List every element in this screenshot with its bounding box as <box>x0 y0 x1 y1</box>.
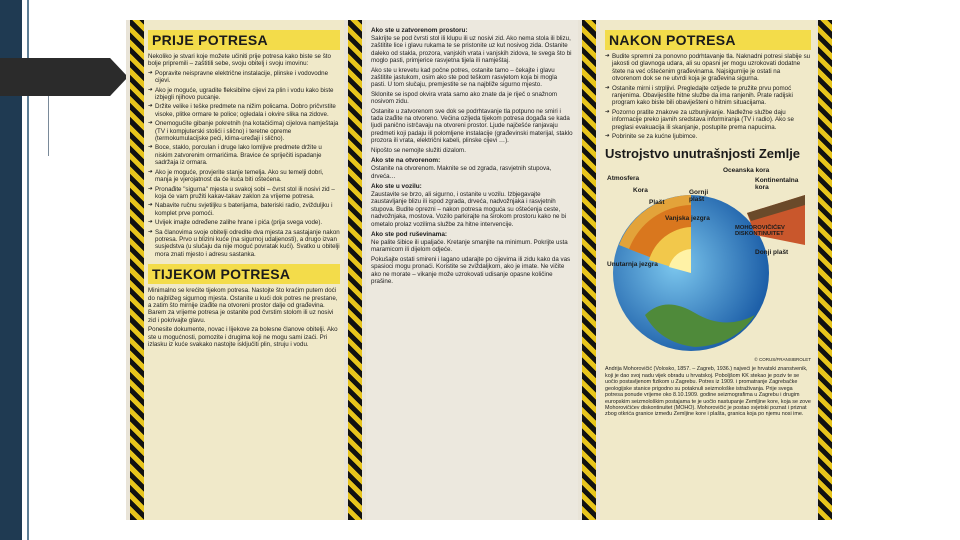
mohorovicic-bio: Andrija Mohorovičić (Volosko, 1857. – Zagreb, 1936.) najveći je hrvatski znanstvenik, koji je dao svoj nadu vijek obradu u hrvatskoj. Poboljšom KK stekao je poziv te se uočio postavljenom fizikom u Zagrebu. Potres iz 1909. i promatranje Zagrebačke geologijske stanice prigodno su potaknuli seizmološke istraživanja. Prije svega potresa ponude vrijeme oko 8.10.1909. godine seizmografima u Zagrebu i drugim europskim seizmološkim postajama te je uočio nastupanje Zemljine kore, koja se zove Mohorovičićev diskontinuitet (MOHO). Mohorovičić je postao svjetski poznat i priznat zbog otkrića granice između Zemljine kore i plašta, granica koja po njemu nosi ime. <box>605 366 811 418</box>
label-atmosphere: Atmosfera <box>607 175 640 183</box>
rubble-heading: Ako ste pod ruševinama: <box>371 230 447 238</box>
hazard-stripe <box>348 20 362 520</box>
list-item: ➔ Pobrinite se za kućne ljubimce. <box>605 133 811 140</box>
before-intro: Nekoliko je stvari koje možete učiniti prije potresa kako biste se što bolje pripremili – zaštitili sebe, svoju obitelj i svoju imovinu: <box>148 53 331 68</box>
list-item: ➔ Budite spremni za ponovno podrhtavanje tla. Naknadni potresi slabije su jakosti od glavnoga udara, ali su opasni jer mogu uzrokovati dodatne štete na već oštećenim građevinama. Najsigurnije je ostati na otvorenom dok se ne utvrdi koja je građevina sigurna. <box>605 53 811 83</box>
during-paragraph: Minimalno se krećite tijekom potresa. Nastojte što kraćim putem doći do najbližeg sigurnog mjesta. Ostanite u kući dok potres ne prestane, a zatim što mirnije izađite na otvoreni prostor dalje od građevina. Barem za vrijeme potresa je ostanite pod čvrstim stolom ili uz nosivi zid i pokrivajte glavu. <box>148 287 338 324</box>
list-item: ➔ Uvijek imajte određene zalihe hrane i pića (prija svega vode). <box>148 219 340 226</box>
column-after <box>600 20 816 520</box>
list-item: ➔ Nabavite ručnu svjetiljku s baterijama, bateriski radio, zvižduljku i komplet prve pomoći. <box>148 202 340 217</box>
label-mantle: Plašt <box>649 199 665 207</box>
column-during-situations <box>366 20 578 520</box>
list-item: ➔ Ako je moguće, ugradite fleksibilne cijevi za plin i vodu kako biste izbjegli njihovo pucanje. <box>148 87 340 102</box>
list-item: ➔ Onemogućite gibanje pokretnih (na kotačićima) cijelova namještaja (TV i kompjuterski stolići i slično) i teretne opreme (termokumulacijske peći, klima-uređaji i slično). <box>148 120 340 142</box>
rubble-paragraph: Pokušajte ostati smireni i lagano udarajte po cijevima ili zidu kako da vas spasioci mogu pronaći. Koristite se zviždaljkom, ako je imate. Ne vičite ako ne morate – vikanje može uzrokovati udisanje opasne količine prašine. <box>371 255 571 285</box>
label-outer-core: Vanjska jezgra <box>665 215 710 223</box>
hazard-stripe <box>818 20 832 520</box>
label-lower-mantle: Donji plašt <box>755 249 789 257</box>
label-upper-mantle: Gornji plašt <box>689 189 709 204</box>
vehicle-heading: Ako ste u vozilu: <box>371 182 422 190</box>
list-item: ➔ Sa članovima svoje obitelji odredite dva mjesta za sastajanje nakon potresa. Prvo u blizini kuće (na sigurnoj udaljenosti), a drugo izvan susjedstva (u slučaju da nije moguć povratak kući). Svatko u obitelji mora znati mjesto i adresu sastanka. <box>148 229 340 259</box>
during-paragraph: Ponesite dokumente, novac i lijekove za bolesne članove obitelji. Ako ste u mogućnosti, pomozite i drugima koji ne mogu sami izaći. Pri izlasku iz kuće svakako nastojte isključiti plin, struju i vodu. <box>148 326 338 348</box>
hazard-stripe <box>130 20 144 520</box>
outdoor-paragraph: Ostanite na otvorenom. Maknite se od zgrada, rasvjetnih stupova, drveća… <box>371 165 552 180</box>
label-inner-core: Unutarnja jezgra <box>607 261 658 269</box>
indoor-heading: Ako ste u zatvorenom prostoru: <box>371 27 468 34</box>
label-moho: MOHOROVIČIĆEV DISKONTINUITET <box>735 225 785 238</box>
list-item: ➔ Popravite neispravne električne instalacije, plinske i vodovodne cijevi. <box>148 70 340 85</box>
image-credit: © CORUS/FRANSIBROLET <box>754 357 811 363</box>
indoor-paragraph: Ako ste u krevetu kad počne potres, ostanite tamo – čekajte i glavu zaštitite jastukom, osim ako ste pod teškom rasvjetom koja bi mogla pasti. U tom slučaju, premjestite se na najbliže sigurno mjesto. <box>371 66 558 89</box>
label-oceanic-crust: Oceanska kora <box>723 167 770 175</box>
slide-arrow-tab <box>0 58 128 96</box>
label-continental-crust: Kontinentalna kora <box>755 177 799 192</box>
earth-diagram <box>605 165 811 355</box>
indoor-paragraph: Nipošto se nemojte služiti dizalom. <box>371 146 466 154</box>
list-item: ➔ Boce, staklo, porculan i druge lako lomljive predmete držite u niskim zatvorenim ormarićima. Bravice će spriječiti ispadanje sadržaja iz ormara. <box>148 144 340 166</box>
hazard-stripe <box>582 20 596 520</box>
list-item: ➔ Pronađite "sigurna" mjesta u svakoj sobi – čvrst stol ili nosivi zid – koja će vam pružiti kakav-takav zaklon za vrijeme potresa. <box>148 186 340 201</box>
earthquake-brochure <box>126 20 832 520</box>
column-before <box>144 20 344 520</box>
outdoor-heading: Ako ste na otvorenom: <box>371 157 441 165</box>
indoor-paragraph: Ostanite u zatvorenom sve dok se podrhtavanje tla potpuno ne smiri i tada izađite na otvoreno. Većina ozljeda tijekom potresa događa se kada ljudi panično istrčavaju na otvoreni prostor. Ljude najčešće ranjavaju predmeti koji padaju ili polomljene instalacije (građevinski materijal, staklo prozora ili vrata, električni kabeli, plinske cijevi …). <box>371 107 573 145</box>
during-title: TIJEKOM POTRESA <box>148 264 340 284</box>
after-list <box>605 53 811 140</box>
divider-line <box>48 96 49 156</box>
list-item: ➔ Držite velike i teške predmete na nižim policama. Dobro pričvrstite visoke, plitke ormare te police; ogledala i okvire slika na zidove. <box>148 103 340 118</box>
earth-structure-title: Ustrojstvo unutrašnjosti Zemlje <box>605 146 801 162</box>
indoor-paragraph: Sklonite se ispod okvira vrata samo ako znate da je riječ o snažnom nosivom zidu. <box>371 90 558 106</box>
indoor-paragraph: Sakrijte se pod čvrsti stol ili klupu ili uz nosivi zid. Ako nema stola ili blizu, zaštitite lice i glavu rukama te se pristonite uz kut nosivog zida. Ostanite daleko od stakla, prozora, vanjskih vrata i vanjskih zidova, te svega što bi moglo pasti, primjerice rasvjetna tijela ili namještaj. <box>371 35 572 65</box>
before-title: PRIJE POTRESA <box>148 30 340 50</box>
after-title: NAKON POTRESA <box>605 30 811 50</box>
list-item: ➔ Ostanite mirni i strpljivi. Pregledajte ozljede te pružite prvu pomoć ranjenima. Obavijestite hitne službe da ima ranjenih. Prate radijski program kako biste bili obaviješteni o hitnim situacijama. <box>605 85 811 107</box>
list-item: ➔ Pozorno pratite znakove za uzbunjivanje. Nadležne službe daju informacije preko javnih sredstava informiranja (TV i radio). Ako se preglasi evakuacija ili skanjanje, postupite prema napucima. <box>605 109 811 131</box>
label-crust: Kora <box>633 187 648 195</box>
vehicle-paragraph: Zaustavite se brzo, ali sigurno, i ostanite u vozilu. Izbjegavajte zaustavljanje blizu ili ispod zgrada, drveća, nadvožnjaka i rasvjetnih stupova. Budite oprezni – nakon potresa moguća su oštećenja ceste, nadvožnjaka, mostova. Vozilo parkirajte na širokom prostoru kako ne bi ometalo prolaz vozilima službe za hitne intervencije. <box>371 190 567 228</box>
rubble-paragraph: Ne palite šibice ili upaljače. Kretanje smanjite na minimum. Pokrijte usta maramicom ili dijelom odjeće. <box>371 238 568 254</box>
before-list <box>148 70 340 258</box>
list-item: ➔ Ako je moguće, provjerite stanje temelja. Ako su temelji dobri, manja je vjerojatnost da će kuća biti oštećena. <box>148 169 340 184</box>
